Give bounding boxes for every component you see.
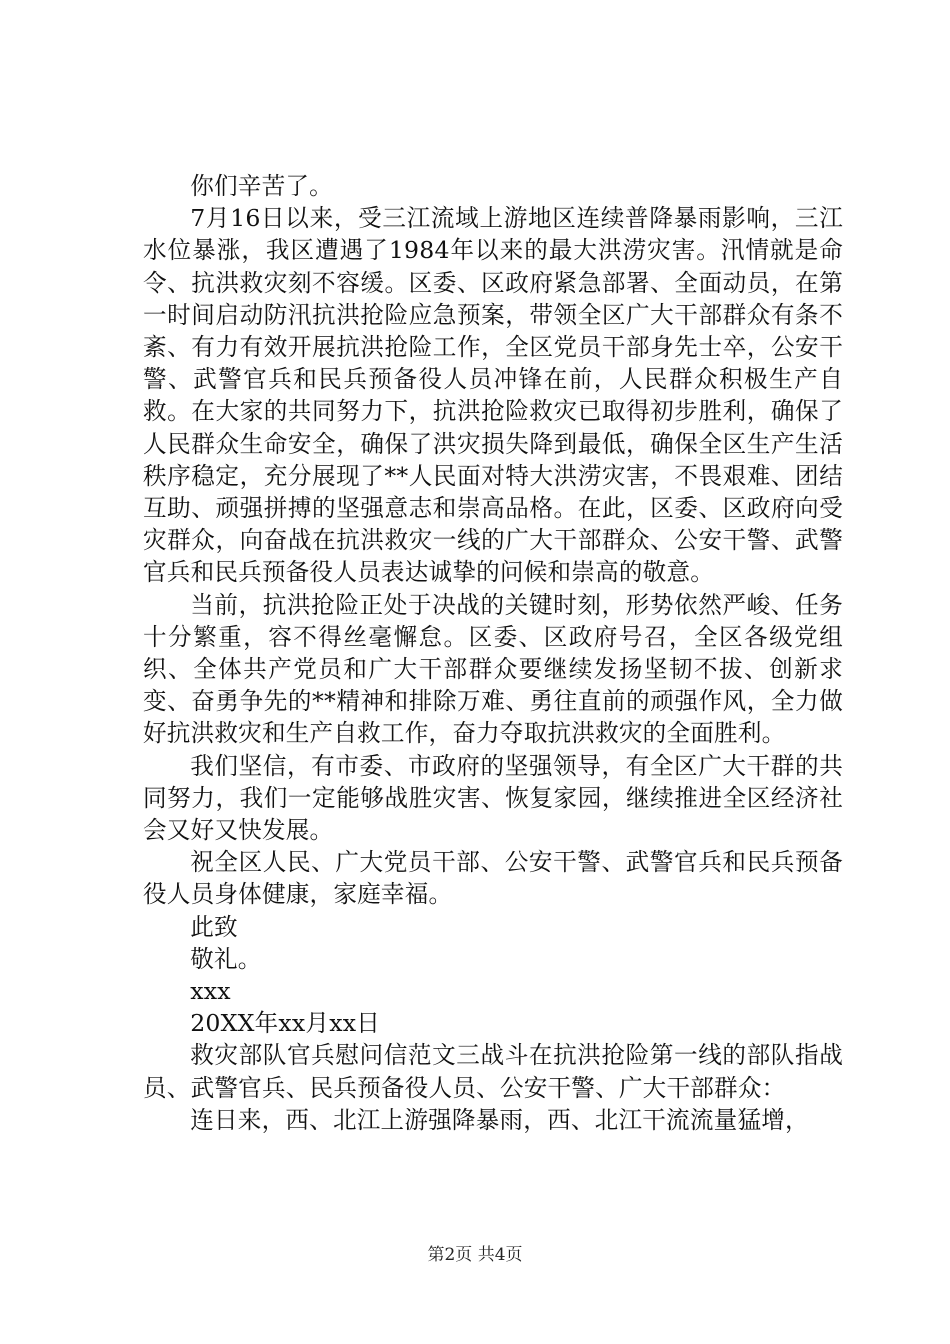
page-number-label: 第2页 共4页 bbox=[427, 1245, 523, 1265]
closing-respect: 敬礼。 bbox=[190, 944, 262, 973]
paragraph-flood-situation: 7月16日以来，受三江流域上游地区连续普降暴雨影响，三江水位暴涨，我区遭遇了1984年以来的最大洪涝灾害。汛情就是命令、抗洪救灾刻不容缓。区委、区政府紧急部署、全面动员，在第一时间启动防汛抗洪抢险应急预案，带领全区广大干部群众有条不紊、有力有效开展抗洪抢险工作，全区党员干部身先士卒，公安干警、武警官兵和民兵预备役人员冲锋在前，人民群众积极生产自救。在大家的共同努力下，抗洪抢险救灾已取得初步胜利，确保了人民群众生命安全，确保了洪灾损失降到最低，确保全区生产生活秩序稳定，充分展现了**人民面对特大洪涝灾害，不畏艰难、团结互助、顽强拼搏的坚强意志和崇高品格。在此，区委、区政府向受灾群众，向奋战在抗洪救灾一线的广大干部群众、公安干警、武警官兵和民兵预备役人员表达诚挚的问候和崇高的敬意。 bbox=[143, 204, 843, 587]
paragraph-section-three-heading: 救灾部队官兵慰问信范文三战斗在抗洪抢险第一线的部队指战员、武警官兵、民兵预备役人员、公安干警、广大干部群众： bbox=[143, 1041, 843, 1102]
paragraph-greeting: 你们辛苦了。 bbox=[190, 172, 333, 200]
paragraph-wishes: 祝全区人民、广大党员干部、公安干警、武警官兵和民兵预备役人员身体健康，家庭幸福。 bbox=[143, 848, 843, 909]
closing-salutation: 此致 bbox=[190, 912, 238, 941]
date-line: 20XX年xx月xx日 bbox=[190, 1009, 381, 1038]
paragraph-confidence: 我们坚信，有市委、市政府的坚强领导，有全区广大干群的共同努力，我们一定能够战胜灾害、恢复家园，继续推进全区经济社会又好又快发展。 bbox=[143, 751, 843, 845]
paragraph-current-call: 当前，抗洪抢险正处于决战的关键时刻，形势依然严峻、任务十分繁重，容不得丝毫懈怠。区委、区政府号召，全区各级党组织、全体共产党员和广大干部群众要继续发扬坚韧不拔、创新求变、奋勇争先的**精神和排除万难、勇往直前的顽强作风，全力做好抗洪救灾和生产自救工作，奋力夺取抗洪救灾的全面胜利。 bbox=[143, 590, 843, 748]
paragraph-section-three-start: 连日来，西、北江上游强降暴雨，西、北江干流流量猛增， bbox=[190, 1105, 809, 1134]
letter-body bbox=[143, 170, 843, 1136]
page-footer bbox=[0, 1244, 950, 1266]
signature: xxx bbox=[190, 977, 231, 1006]
